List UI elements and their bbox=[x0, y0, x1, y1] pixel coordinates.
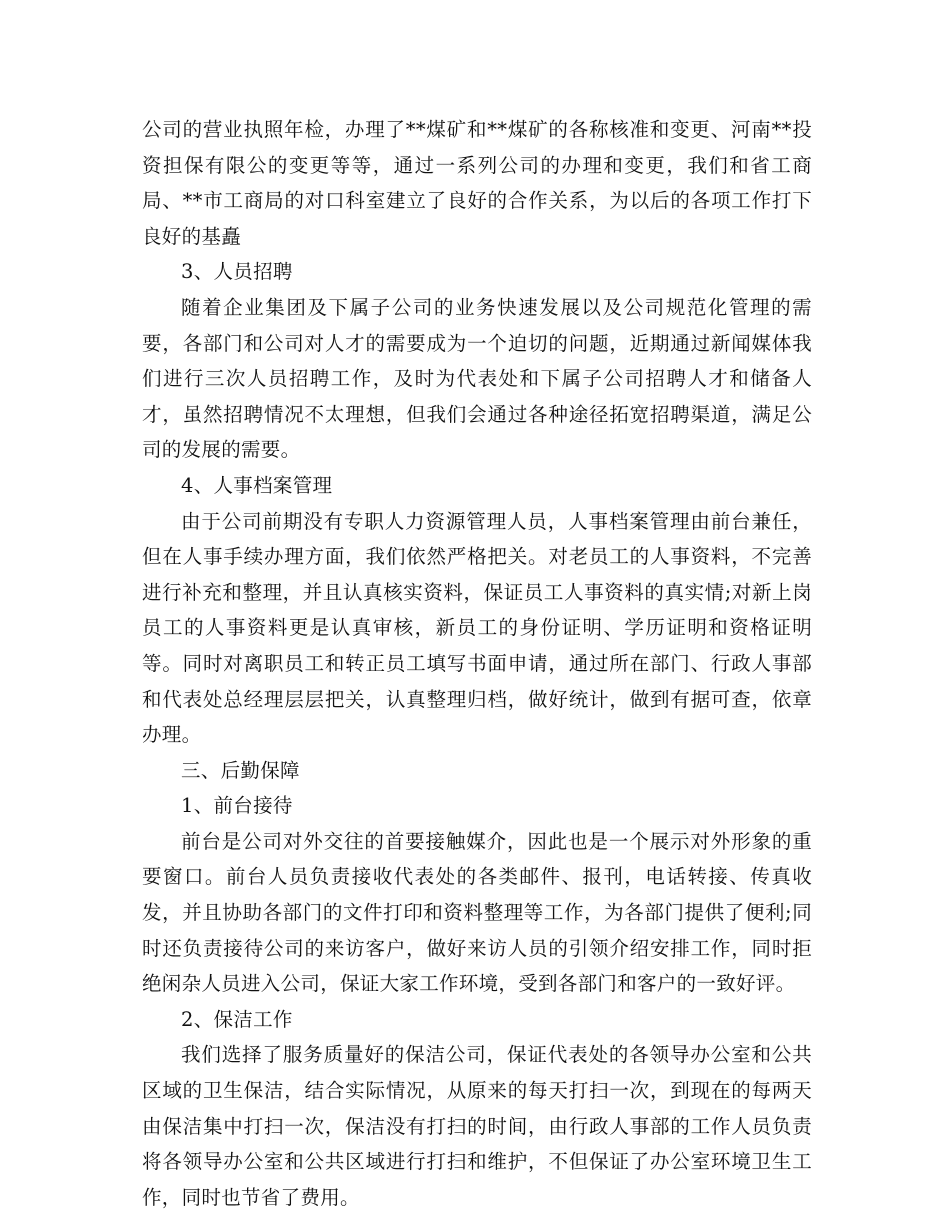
heading-personnel-files: 4、人事档案管理 bbox=[181, 473, 333, 497]
heading-logistics: 三、后勤保障 bbox=[181, 758, 300, 782]
heading-reception: 1、前台接待 bbox=[181, 794, 293, 818]
paragraph-recruitment: 随着企业集团及下属子公司的业务快速发展以及公司规范化管理的需要，各部门和公司对人才的需要成为一个迫切的问题，近期通过新闻媒体我们进行三次人员招聘工作，及时为代表处和下属子公司招聘人才和储备人才，虽然招聘情况不太理想，但我们会通过各种途径拓宽招聘渠道，满足公司的发展的需要。 bbox=[142, 295, 812, 462]
heading-recruitment: 3、人员招聘 bbox=[181, 260, 293, 284]
paragraph-business-license: 公司的营业执照年检，办理了**煤矿和**煤矿的各称核准和变更、河南**投资担保有限公的变更等等，通过一系列公司的办理和变更，我们和省工商局、**市工商局的对口科室建立了良好的合作关系，为以后的各项工作打下良好的基矗 bbox=[142, 118, 812, 248]
paragraph-personnel-files: 由于公司前期没有专职人力资源管理人员，人事档案管理由前台兼任，但在人事手续办理方面，我们依然严格把关。对老员工的人事资料，不完善进行补充和整理，并且认真核实资料，保证员工人事资料的真实情;对新上岗员工的人事资料更是认真审核，新员工的身份证明、学历证明和资格证明等。同时对离职员工和转正员工填写书面申请，通过所在部门、行政人事部和代表处总经理层层把关，认真整理归档，做好统计，做到有据可查，依章办理。 bbox=[142, 509, 812, 747]
document-body bbox=[142, 112, 812, 1215]
paragraph-reception: 前台是公司对外交往的首要接触媒介，因此也是一个展示对外形象的重要窗口。前台人员负责接收代表处的各类邮件、报刊，电话转接、传真收发，并且协助各部门的文件打印和资料整理等工作，为各部门提供了便利;同时还负责接待公司的来访客户，做好来访人员的引领介绍安排工作，同时拒绝闲杂人员进入公司，保证大家工作环境，受到各部门和客户的一致好评。 bbox=[142, 829, 812, 996]
heading-cleaning: 2、保洁工作 bbox=[181, 1007, 293, 1031]
paragraph-cleaning: 我们选择了服务质量好的保洁公司，保证代表处的各领导办公室和公共区域的卫生保洁，结合实际情况，从原来的每天打扫一次，到现在的每两天由保洁集中打扫一次，保洁没有打扫的时间，由行政人事部的工作人员负责将各领导办公室和公共区域进行打扫和维护，不但保证了办公室环境卫生工作，同时也节省了费用。 bbox=[142, 1043, 812, 1209]
